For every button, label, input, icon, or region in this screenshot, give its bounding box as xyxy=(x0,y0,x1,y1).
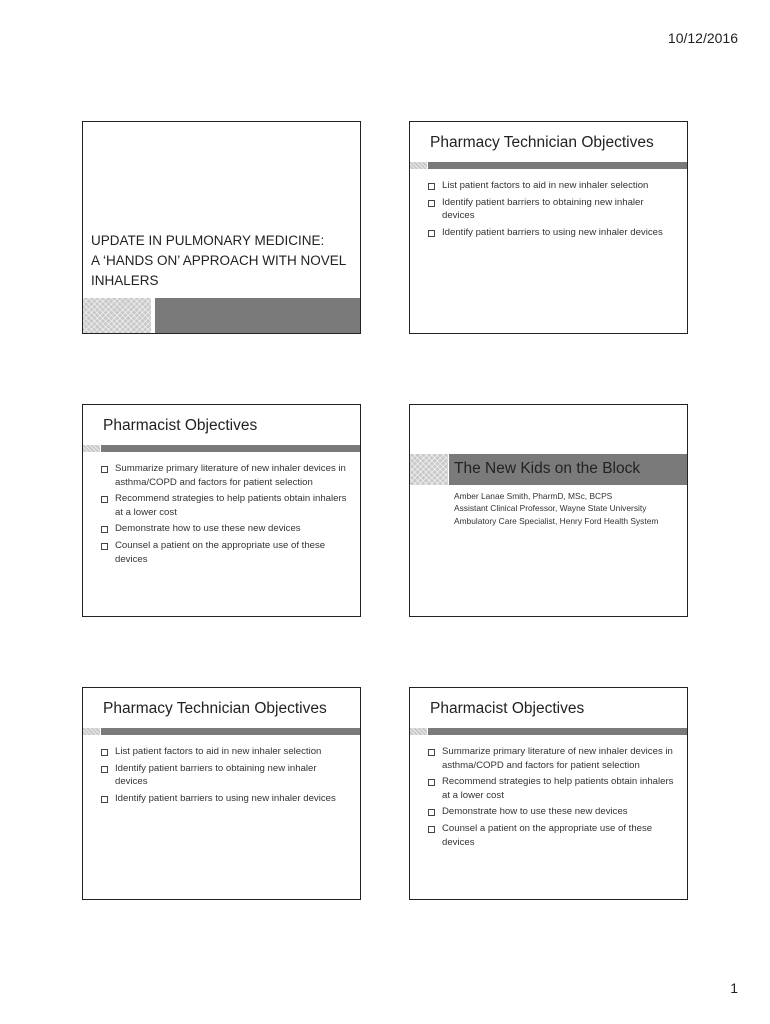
list-item xyxy=(99,762,347,789)
objective-list xyxy=(426,179,674,242)
list-item xyxy=(426,226,674,240)
square-bullet-icon xyxy=(428,749,435,756)
square-bullet-icon xyxy=(101,526,108,533)
slide-heading: Pharmacy Technician Objectives xyxy=(430,134,654,151)
list-item xyxy=(99,745,347,759)
list-item xyxy=(99,522,347,536)
title-underline-bar xyxy=(428,728,687,735)
presenter-affiliation: Assistant Clinical Professor, Wayne State University xyxy=(454,503,647,514)
presentation-title-line: A ‘HANDS ON’ APPROACH WITH NOVEL xyxy=(91,253,347,268)
title-underline-bar xyxy=(428,162,687,169)
slide-technician-objectives xyxy=(82,687,361,900)
list-item-text: Summarize primary literature of new inhaler devices in asthma/COPD and factors for patient selection xyxy=(115,463,346,488)
square-bullet-icon xyxy=(428,200,435,207)
slide-heading: Pharmacy Technician Objectives xyxy=(103,700,327,717)
list-item xyxy=(426,745,674,772)
list-item xyxy=(99,462,347,489)
list-item xyxy=(426,822,674,849)
list-item xyxy=(99,792,347,806)
square-bullet-icon xyxy=(428,230,435,237)
presenter-role: Ambulatory Care Specialist, Henry Ford Health System xyxy=(454,515,659,526)
slide-heading: Pharmacist Objectives xyxy=(430,700,585,717)
presentation-title-line: UPDATE IN PULMONARY MEDICINE: xyxy=(91,233,325,248)
list-item xyxy=(426,179,674,193)
list-item xyxy=(426,775,674,802)
decorative-pattern-block xyxy=(83,298,151,333)
square-bullet-icon xyxy=(428,826,435,833)
decorative-pattern-block xyxy=(410,454,448,485)
presentation-title-line: INHALERS xyxy=(91,273,159,288)
section-title: The New Kids on the Block xyxy=(454,460,641,477)
objective-list xyxy=(99,745,347,808)
list-item-text: Identify patient barriers to using new inhaler devices xyxy=(115,792,336,804)
list-item-text: Counsel a patient on the appropriate use of these devices xyxy=(442,822,653,848)
square-bullet-icon xyxy=(101,466,108,473)
square-bullet-icon xyxy=(428,183,435,190)
square-bullet-icon xyxy=(101,496,108,503)
list-item xyxy=(99,539,347,566)
presenter-name: Amber Lanae Smith, PharmD, MSc, BCPS xyxy=(454,491,613,501)
list-item-text: Identify patient barriers to obtaining new inhaler devices xyxy=(115,762,317,788)
page-number: 1 xyxy=(730,980,738,996)
slide-heading: Pharmacist Objectives xyxy=(103,417,258,434)
slide-pharmacist-objectives xyxy=(82,404,361,617)
list-item-text: Recommend strategies to help patients obtain inhalers at a lower cost xyxy=(442,776,674,801)
square-bullet-icon xyxy=(428,779,435,786)
objective-list xyxy=(426,745,674,852)
list-item-text: Recommend strategies to help patients obtain inhalers at a lower cost xyxy=(115,493,347,518)
list-item-text: Identify patient barriers to obtaining new inhaler devices xyxy=(442,196,644,222)
list-item xyxy=(426,196,674,223)
slide-title-card xyxy=(82,121,361,334)
decorative-footer-bar xyxy=(155,298,360,333)
presentation-title xyxy=(91,231,353,291)
title-underline-bar xyxy=(101,728,360,735)
square-bullet-icon xyxy=(101,796,108,803)
presenter-info xyxy=(454,491,682,528)
decorative-pattern-block xyxy=(410,162,427,169)
objective-list xyxy=(99,462,347,569)
list-item-text: Demonstrate how to use these new devices xyxy=(442,806,628,818)
slide-technician-objectives xyxy=(409,121,688,334)
list-item xyxy=(426,805,674,819)
list-item-text: List patient factors to aid in new inhaler selection xyxy=(115,746,322,757)
list-item xyxy=(99,492,347,519)
list-item-text: Demonstrate how to use these new devices xyxy=(115,523,301,535)
list-item-text: Summarize primary literature of new inhaler devices in asthma/COPD and factors for patient selection xyxy=(442,746,673,771)
square-bullet-icon xyxy=(101,749,108,756)
square-bullet-icon xyxy=(101,543,108,550)
decorative-pattern-block xyxy=(410,728,427,735)
square-bullet-icon xyxy=(428,809,435,816)
decorative-pattern-block xyxy=(83,728,100,735)
list-item-text: List patient factors to aid in new inhaler selection xyxy=(442,180,649,191)
list-item-text: Counsel a patient on the appropriate use of these devices xyxy=(115,539,326,565)
list-item-text: Identify patient barriers to using new inhaler devices xyxy=(442,226,663,238)
decorative-pattern-block xyxy=(83,445,100,452)
slide-pharmacist-objectives xyxy=(409,687,688,900)
document-date: 10/12/2016 xyxy=(667,30,738,46)
slide-section-header xyxy=(409,404,688,617)
title-underline-bar xyxy=(101,445,360,452)
square-bullet-icon xyxy=(101,766,108,773)
